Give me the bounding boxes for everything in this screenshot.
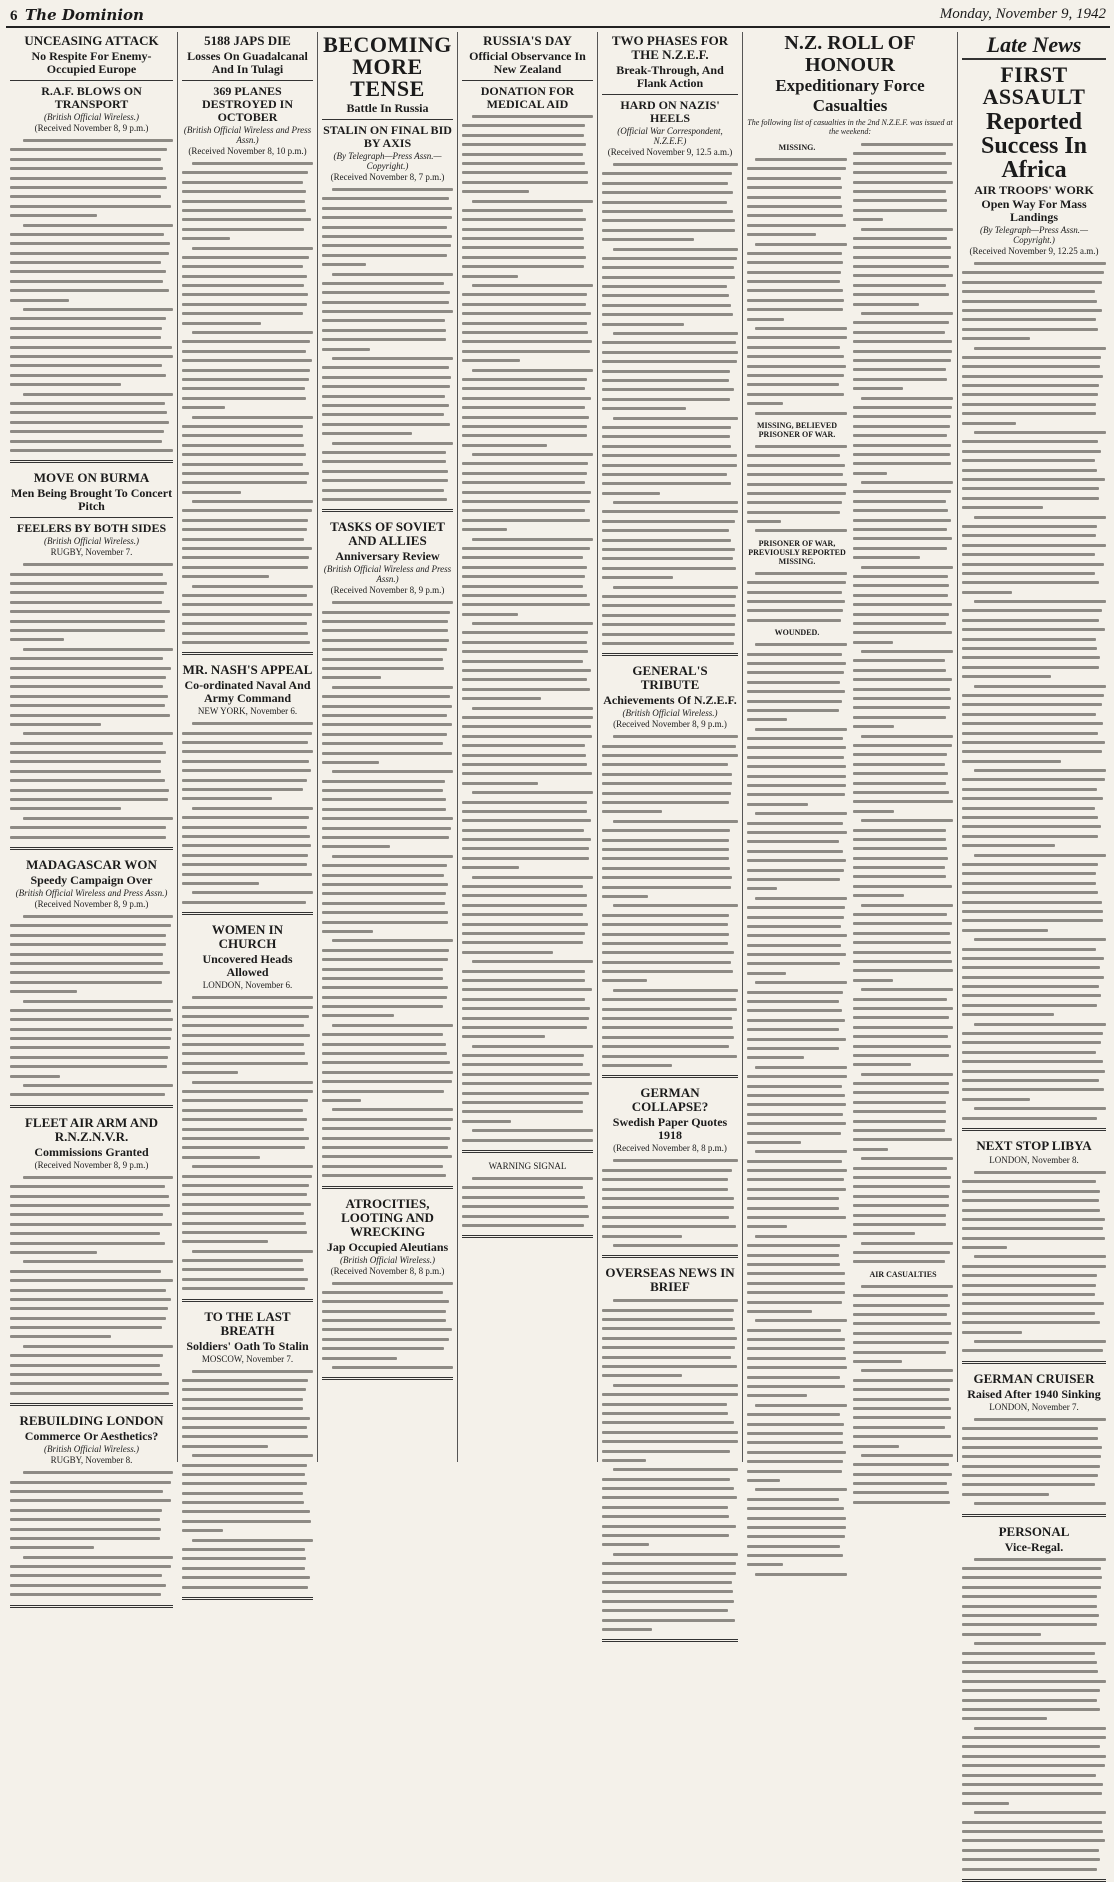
headline: UNCEASING ATTACK [24,33,159,48]
page-number-and-title: 6 The Dominion [10,6,144,24]
headline: WOMEN IN CHURCH [211,922,284,952]
dateline-source: (British Official Wireless.) [44,1444,139,1455]
article [10,1414,173,1607]
dateline-source: (British Official Wireless and Press Assn.) [183,125,312,145]
column-2 [178,32,318,1462]
article-body [10,1468,173,1599]
subheadline: Achievements Of N.Z.E.F. [603,693,737,708]
dateline-source: (By Telegraph—Press Assn.—Copyright.) [980,225,1088,245]
late-news-article [962,1372,1106,1517]
headline: MOVE ON BURMA [33,470,150,486]
dateline: LONDON, November 7. [989,1401,1079,1412]
subheadline: Raised After 1940 Sinking [967,1386,1101,1401]
article-divider [182,1299,313,1302]
roll-column-right [853,140,953,1579]
article [182,923,313,1302]
article-body [10,912,173,1100]
article [10,34,173,463]
subheadline: Battle In Russia [346,101,429,115]
article-divider [10,847,173,850]
dateline: (Received November 8, 7 p.m.) [330,172,445,182]
subheadline: Commerce Or Aesthetics? [24,1429,159,1444]
dateline: (Received November 8, 9 p.m.) [34,123,149,133]
article-divider [962,1879,1106,1882]
roll-column-left [747,140,847,1579]
dateline: WARNING SIGNAL [488,1160,567,1171]
article-body [462,112,593,1145]
article-divider [10,1403,173,1406]
article-body [747,640,847,1579]
subheadline: Vice-Regal. [1004,1539,1064,1554]
article [322,520,453,1188]
article-body [602,1296,738,1634]
article [10,1116,173,1406]
article-body [602,732,738,1070]
dateline: (Received November 8, 8 p.m.) [613,1143,727,1154]
subheadline: Speedy Campaign Over [30,873,153,887]
subheadline: FEELERS BY BOTH SIDES [16,521,167,536]
subheadline: Men Being Brought To Concert Pitch [10,486,173,514]
article [10,471,173,850]
article [182,663,313,915]
article [322,1197,453,1381]
article-divider [962,1128,1106,1131]
late-news-header: Late News [962,32,1106,60]
article-body [962,1415,1106,1509]
column-3 [318,32,458,1462]
article-body [182,993,313,1294]
article-divider [182,652,313,655]
article-body [322,1279,453,1373]
subheadline: Jap Occupied Aleutians [326,1239,449,1254]
dateline: (Received November 8, 9 p.m.) [34,1159,149,1170]
roll-intro: The following list of casualties in the 2nd N.Z.E.F. was issued at the weekend: [747,118,953,136]
article-divider [322,1377,453,1380]
article-body [602,160,738,648]
dateline: (Received November 8, 8 p.m.) [330,1265,445,1276]
roll-of-honour [743,32,958,1462]
article [602,664,738,1078]
subheadline: Swedish Paper Quotes 1918 [612,1115,728,1143]
article [462,1161,593,1238]
article-body [962,1168,1106,1356]
article-body [462,1174,593,1230]
article-divider [602,653,738,656]
subheadline: Reported Success In Africa [980,109,1088,183]
headline: ATROCITIES, LOOTING AND WRECKING [341,1195,434,1239]
late-news-column [958,32,1110,1554]
article-body [747,155,847,418]
article-body [182,159,313,647]
article-body [602,1156,738,1250]
headline: RUSSIA'S DAY [483,33,572,48]
subheadline: Uncovered Heads Allowed [202,952,293,980]
article-body [322,598,453,1180]
subheadline: Break-Through, And Flank Action [616,63,724,90]
article-divider [602,1639,738,1642]
subheadline: Losses On Guadalcanal And In Tulagi [187,49,308,76]
article-body [182,719,313,907]
article-divider [462,1235,593,1238]
headline-rule [602,94,738,95]
article [602,1266,738,1642]
headline: MR. NASH'S APPEAL [182,662,313,678]
article [602,1086,738,1258]
headline: TWO PHASES FOR THE N.Z.E.F. [611,33,729,62]
article-body [10,136,173,455]
headline: GENERAL'S TRIBUTE [632,663,708,693]
article-body [853,1282,953,1507]
issue-date: Monday, November 9, 1942 [939,6,1106,22]
dateline: (Received November 8, 9 p.m.) [34,899,149,909]
dateline: (Received November 9, 12.5 a.m.) [607,147,733,157]
article-divider [10,460,173,463]
headline-rule [182,80,313,81]
roll-section-heading: WOUNDED. [774,628,820,638]
article-divider [10,1605,173,1608]
headline-rule [10,80,173,81]
headline: NEXT STOP LIBYA [976,1137,1092,1153]
dateline: RUGBY, November 8. [50,1455,133,1466]
article-body [853,140,953,1267]
subheadline: STALIN ON FINAL BID BY AXIS [323,123,452,150]
late-news-article [962,64,1106,1131]
article-body [962,259,1106,1123]
headline: BECOMING MORE TENSE [323,32,452,101]
roll-subtitle: Expeditionary Force Casualties [775,76,925,115]
article-body [747,569,847,625]
column-1 [6,32,178,1466]
subheadline: Commissions Granted [34,1144,149,1159]
article-divider [182,1597,313,1600]
dateline: MOSCOW, November 7. [201,1353,294,1364]
dateline: (Received November 8, 10 p.m.) [188,146,307,156]
article-divider [10,1105,173,1108]
masthead [6,4,1110,28]
roll-section-heading: AIR CASUALTIES [869,1269,937,1279]
headline: MADAGASCAR WON [26,857,157,872]
dateline: RUGBY, November 7. [50,547,133,558]
roll-columns [747,140,953,1579]
dateline-source: (British Official Wireless and Press Assn.) [323,564,452,585]
headline: GERMAN COLLAPSE? [631,1085,709,1115]
subheadline: 369 PLANES DESTROYED IN OCTOBER [201,84,294,124]
dateline: (Received November 8, 9 p.m.) [330,585,445,596]
column-4 [458,32,598,1462]
article [462,34,593,1153]
article [322,34,453,512]
headline: REBUILDING LONDON [19,1413,164,1429]
article [10,858,173,1108]
subheadline: No Respite For Enemy-Occupied Europe [31,49,152,76]
article-body [182,1367,313,1592]
subheadline: R.A.F. BLOWS ON TRANSPORT [41,84,142,111]
article-body [747,442,847,536]
dateline: LONDON, November 6. [202,980,293,991]
headline: TASKS OF SOVIET AND ALLIES [330,519,445,549]
dateline-source: (British Official Wireless.) [44,536,139,547]
subheadline: AIR TROOPS' WORK [974,183,1094,197]
article-divider [602,1255,738,1258]
dateline-source: (British Official Wireless.) [340,1254,435,1265]
article [602,34,738,656]
article-divider [322,509,453,512]
headline: OVERSEAS NEWS IN BRIEF [605,1265,735,1295]
article-body [10,1173,173,1398]
dateline-source: (British Official Wireless and Press Assn.) [15,888,168,898]
late-news-article [962,1139,1106,1364]
dateline: (Received November 9, 12.25 a.m.) [969,246,1099,256]
dateline: LONDON, November 8. [989,1154,1079,1165]
headline: PERSONAL [998,1523,1070,1539]
headline: TO THE LAST BREATH [204,1308,291,1338]
headline: 5188 JAPS DIE [204,33,291,48]
article-divider [602,1075,738,1078]
article-divider [962,1361,1106,1364]
dateline-source: (Official War Correspondent, N.Z.E.F.) [617,126,723,146]
subheadline: Open Way For Mass Landings [981,197,1087,224]
headline-rule [462,80,593,81]
headline-rule [322,119,453,120]
article-divider [322,1186,453,1189]
subheadline: Official Observance In New Zealand [469,49,586,76]
article [182,1310,313,1600]
subheadline: Co-ordinated Naval And Army Command [184,678,311,706]
dateline-source: (By Telegraph—Press Assn.—Copyright.) [333,151,442,171]
headline-rule [10,517,173,518]
article [182,34,313,655]
roll-section-heading: MISSING. [778,143,816,152]
dateline-source: (British Official Wireless.) [44,112,139,122]
headline: FIRST ASSAULT [982,62,1086,109]
subheadline: Anniversary Review [335,549,440,564]
newspaper-page [6,4,1110,1554]
subheadline: HARD ON NAZIS' HEELS [620,98,720,125]
late-news-article [962,1525,1106,1882]
headline: GERMAN CRUISER [973,1370,1095,1386]
roll-section-heading: PRISONER OF WAR, PREVIOUSLY REPORTED MISSING. [748,538,846,566]
article-body [322,185,453,504]
column-5 [598,32,743,1462]
headline: FLEET AIR ARM AND R.N.Z.N.V.R. [24,1114,159,1144]
article-body [10,560,173,842]
article-body [962,1555,1106,1874]
article-divider [462,1150,593,1153]
dateline-source: (British Official Wireless.) [622,708,718,719]
article-divider [962,1514,1106,1517]
roll-title: N.Z. ROLL OF HONOUR [784,32,916,76]
dateline: NEW YORK, November 6. [197,706,298,717]
article-divider [182,912,313,915]
dateline: (Received November 8, 9 p.m.) [613,719,727,730]
subheadline: Soldiers' Oath To Stalin [186,1338,309,1353]
subheadline: DONATION FOR MEDICAL AID [480,84,575,111]
roll-section-heading: MISSING, BELIEVED PRISONER OF WAR. [756,420,838,439]
